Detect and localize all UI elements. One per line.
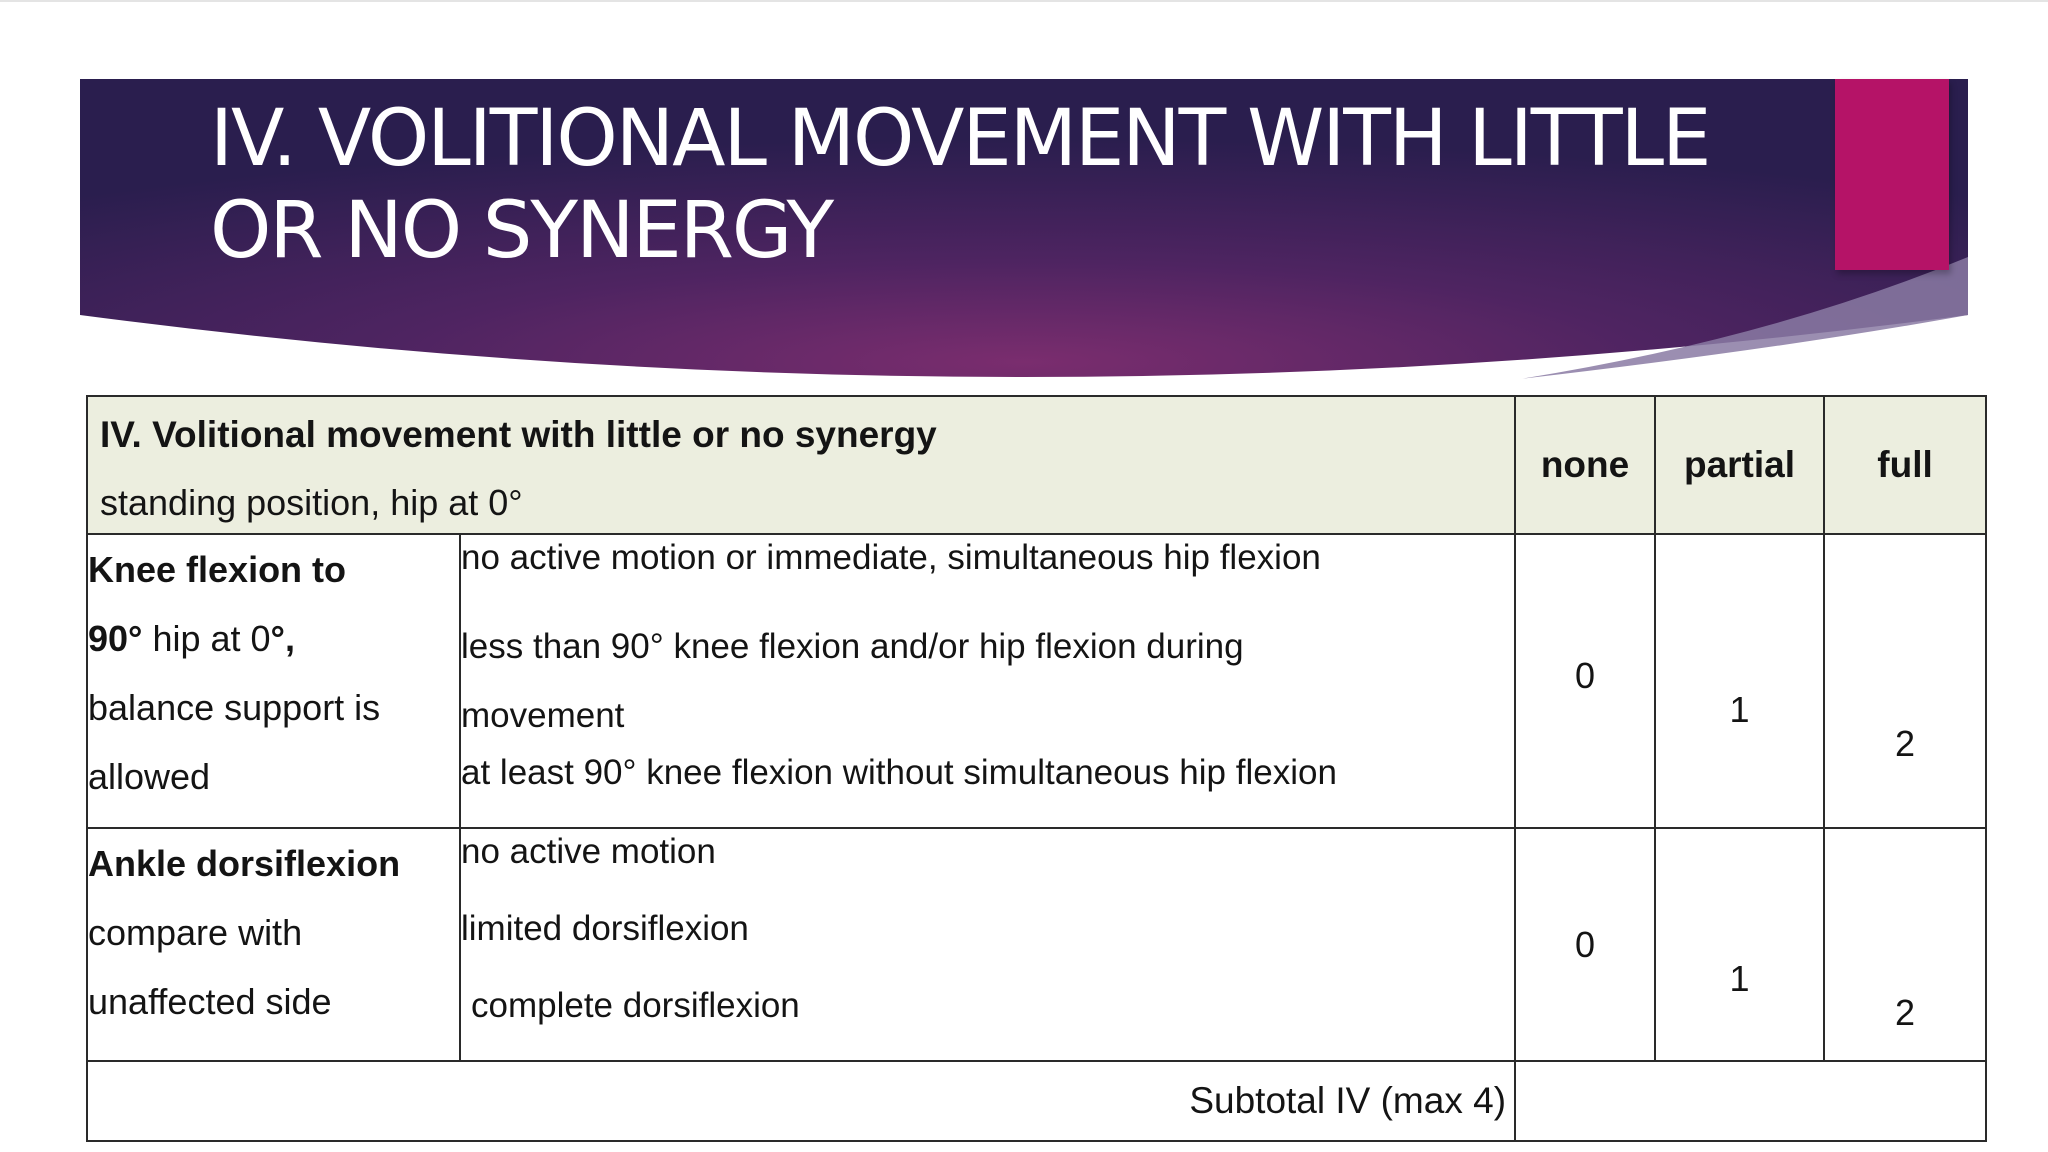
slide-title (210, 93, 1710, 277)
section-title: IV. Volitional movement with little or no synergy (100, 414, 937, 455)
item-ankle-dorsiflexion (87, 828, 460, 1061)
table-row (87, 534, 1986, 828)
item-line: unaffected side (88, 981, 332, 1022)
score-partial-cell (1655, 534, 1824, 828)
item-knee-flexion (87, 534, 460, 828)
slide-title-line-2: OR NO SYNERGY (210, 186, 833, 276)
score-full: 2 (1895, 723, 1916, 764)
item-line: balance support is (88, 687, 381, 728)
score-full-cell (1824, 534, 1986, 828)
score-partial: 1 (1729, 689, 1750, 730)
column-header-partial: partial (1655, 396, 1824, 534)
subtotal-label: Subtotal IV (max 4) (87, 1061, 1515, 1141)
assessment-table (86, 395, 1987, 1142)
description-line: limited dorsiflexion (461, 909, 749, 948)
table-row (87, 828, 1986, 1061)
item-title: Knee flexion to (88, 549, 347, 590)
accent-bar (1835, 79, 1949, 270)
item-hip: hip at 0 (142, 618, 271, 659)
item-degree: °, (270, 618, 295, 659)
section-subtitle: standing position, hip at 0° (100, 482, 523, 523)
score-none-cell (1515, 534, 1655, 828)
description-line: less than 90° knee flexion and/or hip flexion during (461, 627, 1244, 666)
score-none: 0 (1575, 655, 1596, 696)
score-full: 2 (1895, 992, 1916, 1033)
description-cell (460, 534, 1515, 828)
score-full-cell (1824, 828, 1986, 1061)
item-angle: 90° (88, 618, 143, 659)
description-cell (460, 828, 1515, 1061)
slide-title-line-1: IV. VOLITIONAL MOVEMENT WITH LITTLE (210, 94, 1710, 184)
description-line: no active motion (461, 832, 716, 871)
title-banner (80, 79, 1968, 381)
description-line: complete dorsiflexion (471, 986, 800, 1025)
subtotal-row (87, 1061, 1986, 1141)
score-none-cell (1515, 828, 1655, 1061)
section-header-cell (87, 396, 1515, 534)
score-none: 0 (1575, 924, 1596, 965)
subtotal-value-cell (1515, 1061, 1986, 1141)
description-line: movement (461, 696, 625, 735)
score-partial-cell (1655, 828, 1824, 1061)
table-header-row (87, 396, 1986, 534)
score-partial: 1 (1729, 958, 1750, 999)
column-header-none: none (1515, 396, 1655, 534)
column-header-full: full (1824, 396, 1986, 534)
description-line: no active motion or immediate, simultaneous hip flexion (461, 538, 1321, 577)
top-divider-line (0, 0, 2048, 2)
item-line: compare with (88, 912, 303, 953)
item-title: Ankle dorsiflexion (88, 843, 401, 884)
item-line: allowed (88, 756, 211, 797)
description-line: at least 90° knee flexion without simultaneous hip flexion (461, 753, 1337, 792)
